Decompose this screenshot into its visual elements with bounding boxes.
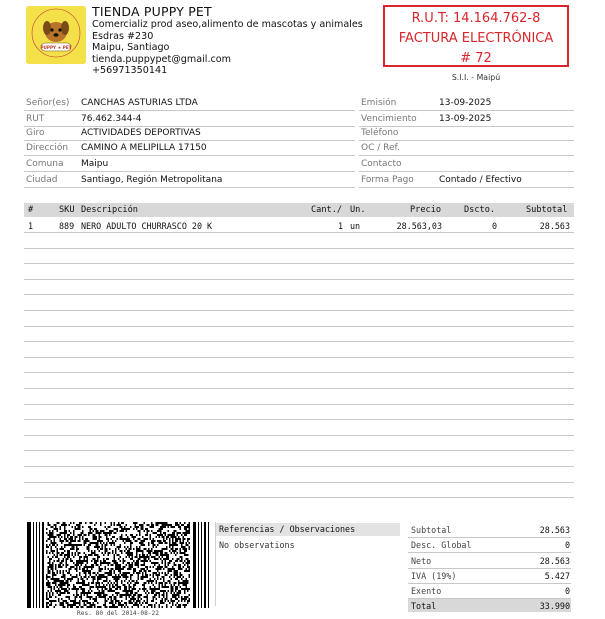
field-underline bbox=[359, 187, 574, 188]
table-row-divider bbox=[24, 357, 574, 358]
col-price-header: Precio bbox=[410, 205, 442, 215]
table-row-divider bbox=[24, 248, 574, 249]
client-field-value: Santiago, Región Metropolitana bbox=[81, 175, 223, 185]
puppy-logo-icon bbox=[26, 6, 86, 64]
client-field-label: RUT bbox=[26, 114, 45, 124]
document-field-value: 13-09-2025 bbox=[439, 114, 492, 124]
logo-text: PUPPY ★ PET bbox=[40, 45, 72, 50]
company-logo bbox=[26, 6, 86, 64]
totals-label: Neto bbox=[411, 556, 432, 566]
table-row-divider bbox=[24, 232, 574, 233]
references-text: No observations bbox=[219, 540, 295, 550]
company-phone: +56971350141 bbox=[92, 65, 168, 76]
col-unit-header: Un. bbox=[350, 205, 366, 215]
totals-value: 0 bbox=[564, 586, 570, 596]
totals-value: 0 bbox=[564, 540, 570, 550]
item-sku: 889 bbox=[59, 221, 75, 231]
field-underline bbox=[359, 126, 574, 127]
totals-value: 28.563 bbox=[539, 525, 570, 535]
totals-divider bbox=[408, 598, 571, 599]
item-unit: un bbox=[350, 221, 361, 231]
table-row-divider bbox=[24, 466, 574, 467]
col-description-header: Descripción bbox=[81, 205, 138, 215]
col-sku-header: SKU bbox=[59, 205, 75, 215]
item-description: NERO ADULTO CHURRASCO 20 K bbox=[81, 221, 213, 231]
table-row-divider bbox=[24, 497, 574, 498]
resolution-text: Res. 80 del 2014-08-22 bbox=[77, 610, 159, 617]
document-type: FACTURA ELECTRÓNICA bbox=[398, 31, 554, 46]
client-field-value: 76.462.344-4 bbox=[81, 114, 142, 124]
table-row-divider bbox=[24, 388, 574, 389]
field-underline bbox=[24, 155, 355, 156]
rut-number: R.U.T: 14.164.762-8 bbox=[411, 11, 541, 26]
table-row-divider bbox=[24, 326, 574, 327]
timbre-barcode bbox=[27, 522, 209, 608]
client-field-label: Ciudad bbox=[26, 175, 58, 185]
table-row-divider bbox=[24, 435, 574, 436]
totals-value: 33.990 bbox=[539, 601, 570, 611]
table-row-divider bbox=[24, 372, 574, 373]
col-discount-header: Dscto. bbox=[464, 205, 496, 215]
table-row-divider bbox=[24, 294, 574, 295]
totals-label: IVA (19%) bbox=[411, 571, 457, 581]
table-row-divider bbox=[24, 404, 574, 405]
table-row-divider bbox=[24, 450, 574, 451]
table-row-divider bbox=[24, 263, 574, 264]
field-underline bbox=[24, 140, 355, 141]
totals-label: Subtotal bbox=[411, 525, 452, 535]
totals-label: Total bbox=[411, 601, 437, 611]
totals-divider bbox=[408, 552, 571, 553]
company-name: TIENDA PUPPY PET bbox=[92, 4, 212, 19]
totals-divider bbox=[408, 583, 571, 584]
totals-divider bbox=[408, 568, 571, 569]
document-field-label: Forma Pago bbox=[361, 175, 414, 185]
field-underline bbox=[24, 187, 355, 188]
client-field-value: Maipu bbox=[81, 159, 109, 169]
references-title: Referencias / Observaciones bbox=[216, 523, 400, 536]
field-underline bbox=[359, 110, 574, 111]
table-row-divider bbox=[24, 482, 574, 483]
company-email: tienda.puppypet@gmail.com bbox=[92, 54, 231, 65]
field-underline bbox=[24, 126, 355, 127]
totals-value: 28.563 bbox=[539, 556, 570, 566]
item-num: 1 bbox=[28, 221, 34, 231]
document-number: # 72 bbox=[460, 51, 492, 66]
item-quantity: 1 bbox=[338, 221, 344, 231]
document-field-label: Vencimiento bbox=[361, 114, 417, 124]
table-row-divider bbox=[24, 279, 574, 280]
client-field-label: Señor(es) bbox=[26, 98, 70, 108]
table-row-divider bbox=[24, 341, 574, 342]
sii-office: S.I.I. - Maipú bbox=[451, 73, 501, 82]
item-price: 28.563,03 bbox=[396, 221, 442, 231]
table-row-divider bbox=[24, 310, 574, 311]
document-field-label: Contacto bbox=[361, 159, 402, 169]
document-field-value: Contado / Efectivo bbox=[439, 175, 522, 185]
client-field-label: Comuna bbox=[26, 159, 64, 169]
item-subtotal: 28.563 bbox=[539, 221, 570, 231]
company-description: Comercializ prod aseo,alimento de mascotas y animales bbox=[92, 19, 363, 30]
field-underline bbox=[359, 171, 574, 172]
col-num-header: # bbox=[28, 205, 34, 215]
item-discount: 0 bbox=[491, 221, 497, 231]
field-underline bbox=[359, 140, 574, 141]
document-field-label: Teléfono bbox=[361, 128, 399, 138]
client-field-value: ACTIVIDADES DEPORTIVAS bbox=[81, 128, 201, 138]
col-quantity-header: Cant./ bbox=[311, 205, 343, 215]
field-underline bbox=[24, 110, 355, 111]
field-underline bbox=[359, 155, 574, 156]
totals-label: Exento bbox=[411, 586, 442, 596]
company-address: Esdras #230 bbox=[92, 31, 154, 42]
field-underline bbox=[24, 171, 355, 172]
company-city: Maipu, Santiago bbox=[92, 42, 170, 53]
document-field-value: 13-09-2025 bbox=[439, 98, 492, 108]
client-field-value: CANCHAS ASTURIAS LTDA bbox=[81, 98, 198, 108]
pdf417-barcode-icon bbox=[27, 522, 209, 608]
document-field-label: OC / Ref. bbox=[361, 143, 400, 153]
client-field-value: CAMINO A MELIPILLA 17150 bbox=[81, 143, 207, 153]
document-id-box bbox=[383, 5, 569, 67]
table-row-divider bbox=[24, 419, 574, 420]
totals-divider bbox=[408, 537, 571, 538]
client-field-label: Giro bbox=[26, 128, 45, 138]
totals-label: Desc. Global bbox=[411, 540, 472, 550]
totals-value: 5.427 bbox=[544, 571, 570, 581]
document-field-label: Emisión bbox=[361, 98, 397, 108]
client-field-label: Dirección bbox=[26, 143, 69, 153]
col-subtotal-header: Subtotal bbox=[526, 205, 568, 215]
